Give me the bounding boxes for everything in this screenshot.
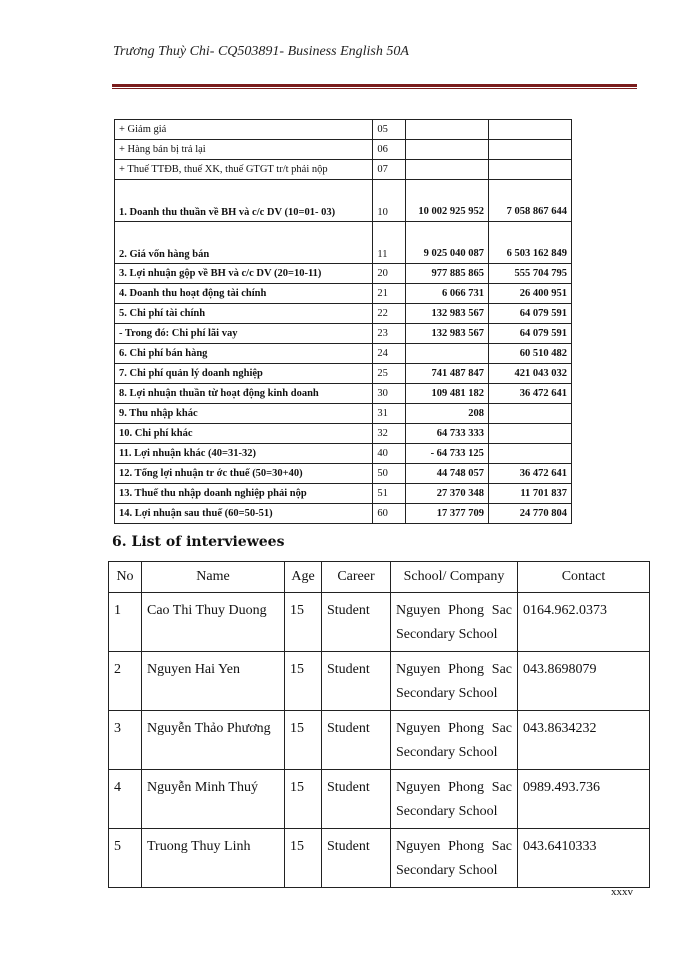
row-item: 2. Giá vốn hàng bán [115, 222, 373, 264]
row-value-current: 109 481 182 [405, 384, 488, 404]
row-item: 1. Doanh thu thuần về BH và c/c DV (10=01- 03) [115, 180, 373, 222]
cell-no: 5 [109, 829, 142, 888]
row-code: 51 [373, 484, 406, 504]
row-code: 25 [373, 364, 406, 384]
row-value-current: 132 983 567 [405, 304, 488, 324]
cell-school: Nguyen Phong Sac Secondary School [391, 770, 518, 829]
table-header-row [109, 562, 650, 593]
cell-contact: 043.8698079 [518, 652, 650, 711]
cell-no: 3 [109, 711, 142, 770]
row-item: 6. Chi phí bán hàng [115, 344, 373, 364]
table-row [115, 444, 572, 464]
running-header: Trương Thuỳ Chi- CQ503891- Business English 50A [113, 44, 409, 59]
row-code: 05 [373, 120, 406, 140]
row-value-current [405, 120, 488, 140]
row-value-current [405, 344, 488, 364]
header-rule-thin [112, 88, 637, 89]
row-code: 60 [373, 504, 406, 524]
cell-name: Nguyễn Minh Thuý [142, 770, 285, 829]
row-item: 7. Chi phí quản lý doanh nghiệp [115, 364, 373, 384]
row-value-previous: 6 503 162 849 [488, 222, 571, 264]
row-value-previous [488, 404, 571, 424]
row-value-current: 9 025 040 087 [405, 222, 488, 264]
row-code: 10 [373, 180, 406, 222]
table-row [109, 770, 650, 829]
row-code: 06 [373, 140, 406, 160]
row-value-current: 132 983 567 [405, 324, 488, 344]
table-row [115, 484, 572, 504]
cell-career: Student [322, 711, 391, 770]
row-value-previous [488, 424, 571, 444]
table-row [115, 404, 572, 424]
cell-no: 2 [109, 652, 142, 711]
table-row [115, 140, 572, 160]
row-value-current [405, 160, 488, 180]
row-value-current: - 64 733 125 [405, 444, 488, 464]
cell-age: 15 [285, 711, 322, 770]
cell-age: 15 [285, 593, 322, 652]
row-value-previous: 60 510 482 [488, 344, 571, 364]
row-value-current: 17 377 709 [405, 504, 488, 524]
row-code: 40 [373, 444, 406, 464]
section-title: 6. List of interviewees [112, 534, 285, 550]
col-header-no: No [109, 562, 142, 593]
row-value-previous [488, 120, 571, 140]
col-header-age: Age [285, 562, 322, 593]
cell-school: Nguyen Phong Sac Secondary School [391, 652, 518, 711]
cell-no: 1 [109, 593, 142, 652]
table-row [115, 160, 572, 180]
table-row [115, 504, 572, 524]
row-value-current [405, 140, 488, 160]
row-value-previous [488, 160, 571, 180]
cell-no: 4 [109, 770, 142, 829]
header-rule [112, 84, 637, 87]
cell-age: 15 [285, 652, 322, 711]
row-value-current: 6 066 731 [405, 284, 488, 304]
cell-career: Student [322, 593, 391, 652]
cell-name: Nguyễn Thảo Phương [142, 711, 285, 770]
table-row [115, 304, 572, 324]
row-item: 12. Tổng lợi nhuận tr ớc thuế (50=30+40) [115, 464, 373, 484]
row-item: 14. Lợi nhuận sau thuế (60=50-51) [115, 504, 373, 524]
cell-age: 15 [285, 829, 322, 888]
row-code: 22 [373, 304, 406, 324]
row-item: 3. Lợi nhuận gộp về BH và c/c DV (20=10-11) [115, 264, 373, 284]
page-number: xxxv [611, 886, 633, 898]
col-header-school: School/ Company [391, 562, 518, 593]
row-value-current: 10 002 925 952 [405, 180, 488, 222]
row-code: 23 [373, 324, 406, 344]
row-code: 07 [373, 160, 406, 180]
row-value-previous: 421 043 032 [488, 364, 571, 384]
row-item: 4. Doanh thu hoạt động tài chính [115, 284, 373, 304]
cell-school: Nguyen Phong Sac Secondary School [391, 593, 518, 652]
row-item: + Giảm giá [115, 120, 373, 140]
cell-contact: 0989.493.736 [518, 770, 650, 829]
row-value-current: 27 370 348 [405, 484, 488, 504]
table-row [109, 711, 650, 770]
row-item: 8. Lợi nhuận thuần từ hoạt động kinh doanh [115, 384, 373, 404]
cell-career: Student [322, 652, 391, 711]
row-value-previous: 555 704 795 [488, 264, 571, 284]
cell-contact: 043.6410333 [518, 829, 650, 888]
row-value-current: 64 733 333 [405, 424, 488, 444]
row-value-previous: 36 472 641 [488, 464, 571, 484]
table-row [115, 120, 572, 140]
income-statement-table [114, 119, 572, 524]
col-header-career: Career [322, 562, 391, 593]
row-value-previous: 64 079 591 [488, 304, 571, 324]
table-row [115, 180, 572, 222]
row-value-previous: 26 400 951 [488, 284, 571, 304]
cell-contact: 043.8634232 [518, 711, 650, 770]
row-item: - Trong đó: Chi phí lãi vay [115, 324, 373, 344]
row-code: 32 [373, 424, 406, 444]
row-item: + Hàng bán bị trả lại [115, 140, 373, 160]
row-code: 50 [373, 464, 406, 484]
row-item: 10. Chi phí khác [115, 424, 373, 444]
row-code: 20 [373, 264, 406, 284]
row-code: 21 [373, 284, 406, 304]
row-value-current: 741 487 847 [405, 364, 488, 384]
table-row [115, 264, 572, 284]
row-value-previous: 36 472 641 [488, 384, 571, 404]
table-row [115, 324, 572, 344]
col-header-contact: Contact [518, 562, 650, 593]
table-row [115, 222, 572, 264]
table-row [115, 364, 572, 384]
table-row [115, 344, 572, 364]
table-row [109, 593, 650, 652]
cell-name: Nguyen Hai Yen [142, 652, 285, 711]
row-item: 9. Thu nhập khác [115, 404, 373, 424]
row-value-previous: 64 079 591 [488, 324, 571, 344]
table-row [115, 424, 572, 444]
row-item: 11. Lợi nhuận khác (40=31-32) [115, 444, 373, 464]
row-value-current: 208 [405, 404, 488, 424]
cell-career: Student [322, 829, 391, 888]
row-value-previous: 11 701 837 [488, 484, 571, 504]
cell-name: Truong Thuy Linh [142, 829, 285, 888]
interviewees-table [108, 561, 650, 888]
row-value-previous: 24 770 804 [488, 504, 571, 524]
table-row [109, 829, 650, 888]
cell-career: Student [322, 770, 391, 829]
row-value-previous [488, 444, 571, 464]
cell-name: Cao Thi Thuy Duong [142, 593, 285, 652]
cell-contact: 0164.962.0373 [518, 593, 650, 652]
row-value-current: 977 885 865 [405, 264, 488, 284]
row-item: 5. Chi phí tài chính [115, 304, 373, 324]
row-value-previous [488, 140, 571, 160]
table-row [115, 464, 572, 484]
cell-school: Nguyen Phong Sac Secondary School [391, 829, 518, 888]
row-code: 11 [373, 222, 406, 264]
row-item: 13. Thuế thu nhập doanh nghiệp phải nộp [115, 484, 373, 504]
table-row [109, 652, 650, 711]
row-value-previous: 7 058 867 644 [488, 180, 571, 222]
row-item: + Thuế TTĐB, thuế XK, thuế GTGT tr/t phải nộp [115, 160, 373, 180]
cell-school: Nguyen Phong Sac Secondary School [391, 711, 518, 770]
row-code: 30 [373, 384, 406, 404]
row-code: 31 [373, 404, 406, 424]
table-row [115, 384, 572, 404]
cell-age: 15 [285, 770, 322, 829]
table-row [115, 284, 572, 304]
row-code: 24 [373, 344, 406, 364]
col-header-name: Name [142, 562, 285, 593]
row-value-current: 44 748 057 [405, 464, 488, 484]
